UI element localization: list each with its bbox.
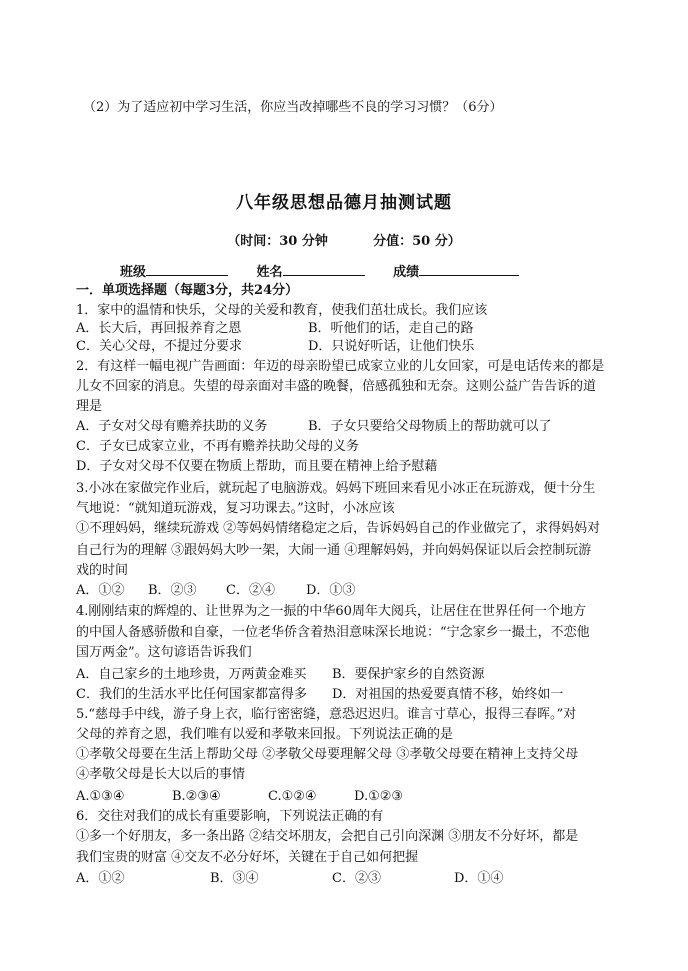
q4-stem-line2: 的中国人备感骄傲和自豪，一位老华侨含着热泪意味深长地说：“宁念家乡一撮土，不恋他 [76, 625, 590, 640]
q4-stem-line3: 国万两金”。这句谚语告诉我们 [76, 645, 252, 660]
q3-options-row [76, 581, 636, 601]
class-blank[interactable] [146, 261, 228, 276]
q6-option-b: B．③④ [210, 871, 259, 886]
q2-option-b: B．子女只要给父母物质上的帮助就可以了 [308, 419, 552, 434]
score-field [393, 261, 519, 280]
q4-stem-line1: 4.刚刚结束的辉煌的、让世界为之一振的中华60周年大阅兵，让居住在世界任何一个地方 [76, 604, 586, 619]
student-info-row [120, 261, 543, 280]
q1-option-b: B．听他们的话，走自己的路 [308, 321, 474, 336]
q3-stem-line2: 气地说：“就知道玩游戏，复习功课去。”这时，小冰应该 [76, 501, 395, 516]
q5-stem-line2: 父母的养育之恩，我们唯有以爱和孝敬来回报。下列说法正确的是 [76, 727, 454, 742]
q2-option-c: C．子女已成家立业，不再有赡养扶助父母的义务 [76, 439, 359, 454]
q4-option-b: B．要保护家乡的自然资源 [332, 667, 485, 682]
q3-option-b: B．②③ [148, 583, 197, 598]
q3-statement-line3: 戏的时间 [76, 563, 129, 578]
q3-statement-line1: ①不理妈妈，继续玩游戏 ②等妈妈情绪稳定之后，告诉妈妈自己的作业做完了，求得妈妈对 [76, 521, 601, 536]
class-label: 班级 [120, 265, 147, 280]
q4-option-c: C．我们的生活水平比任何国家都富得多 [76, 687, 307, 702]
q4-options-row2 [76, 685, 636, 705]
q1-options-row1 [76, 319, 636, 339]
page-title: 八年级思想品德月抽测试题 [236, 193, 452, 213]
q3-stem-line1: 3.小冰在家做完作业后，就玩起了电脑游戏。妈妈下班回来看见小冰正在玩游戏，便十分生 [76, 481, 596, 496]
score-blank[interactable] [419, 261, 519, 276]
section-heading: 一．单项选择题（每题3分，共24分） [76, 283, 299, 298]
name-label: 姓名 [256, 265, 283, 280]
q4-option-a: A．自己家乡的土地珍贵，万两黄金难买 [76, 667, 307, 682]
exam-subtitle: （时间：30 分钟 分值：50 分） [227, 234, 461, 249]
q6-stem: 6．交往对我们的成长有重要影响，下列说法正确的有 [76, 809, 384, 824]
q6-statement-line1: ①多一个好朋友，多一条出路 ②结交坏朋友，会把自己引向深渊 ③朋友不分好坏，都是 [76, 829, 579, 844]
q1-option-c: C．关心父母，不提过分要求 [76, 339, 242, 354]
q1-options-row2 [76, 337, 636, 357]
q2-stem-line2: 儿女不回家的消息。失望的母亲面对丰盛的晚餐，倍感孤独和无奈。这则公益广告告诉的道 [76, 379, 597, 394]
name-field [257, 261, 365, 280]
q2-option-a: A．子女对父母有赡养扶助的义务 [76, 419, 268, 434]
q5-stem-line1: 5.“慈母手中线，游子身上衣，临行密密缝，意恐迟迟归。谁言寸草心，报得三春晖。”对 [76, 707, 577, 722]
q6-option-a: A．①② [76, 871, 125, 886]
q3-option-a: A．①② [76, 583, 125, 598]
q5-option-b: B.②③④ [172, 789, 221, 804]
q1-stem: 1．家中的温情和快乐，父母的关爱和教育，使我们茁壮成长。我们应该 [76, 303, 488, 318]
q5-statement-line2: ④孝敬父母是长大以后的事情 [76, 767, 246, 782]
q2-stem-line1: 2．有这样一幅电视广告画面：年迈的母亲盼望已成家立业的儿女回家，可是电话传来的都是 [76, 359, 605, 374]
previous-question: （2）为了适应初中学习生活，你应当改掉哪些不良的学习习惯？（6分） [83, 100, 503, 115]
q6-statement-line2: 我们宝贵的财富 ④交友不必分好坏，关键在于自己如何把握 [76, 850, 419, 865]
q5-statement-line1: ①孝敬父母要在生活上帮助父母 ②孝敬父母要理解父母 ③孝敬父母要在精神上支持父母 [76, 747, 579, 762]
q4-options-row1 [76, 665, 636, 685]
q6-option-d: D．①④ [454, 871, 504, 886]
q3-option-d: D．①③ [306, 583, 356, 598]
q5-option-a: A.①③④ [76, 789, 125, 804]
q3-option-c: C．②④ [226, 583, 275, 598]
q5-option-c: C.①②④ [268, 789, 317, 804]
name-blank[interactable] [283, 261, 365, 276]
q2-stem-line3: 理是 [76, 399, 103, 414]
q6-options-row [76, 869, 636, 889]
q6-option-c: C．②③ [332, 871, 381, 886]
q5-option-d: D.①②③ [354, 789, 404, 804]
q3-statement-line2: 自己行为的理解 ③跟妈妈大吵一架，大闹一通 ④理解妈妈，并向妈妈保证以后会控制玩游 [76, 543, 592, 558]
q2-options-row1 [76, 417, 636, 437]
q2-option-d: D．子女对父母不仅要在物质上帮助，而且要在精神上给予慰藉 [76, 459, 438, 474]
q1-option-a: A．长大后，再回报养育之恩 [76, 321, 242, 336]
q4-option-d: D．对祖国的热爱要真情不移，始终如一 [332, 687, 564, 702]
score-label: 成绩 [393, 265, 420, 280]
class-field [120, 261, 228, 280]
q5-options-row [76, 787, 636, 807]
q1-option-d: D．只说好听话，让他们快乐 [308, 339, 475, 354]
